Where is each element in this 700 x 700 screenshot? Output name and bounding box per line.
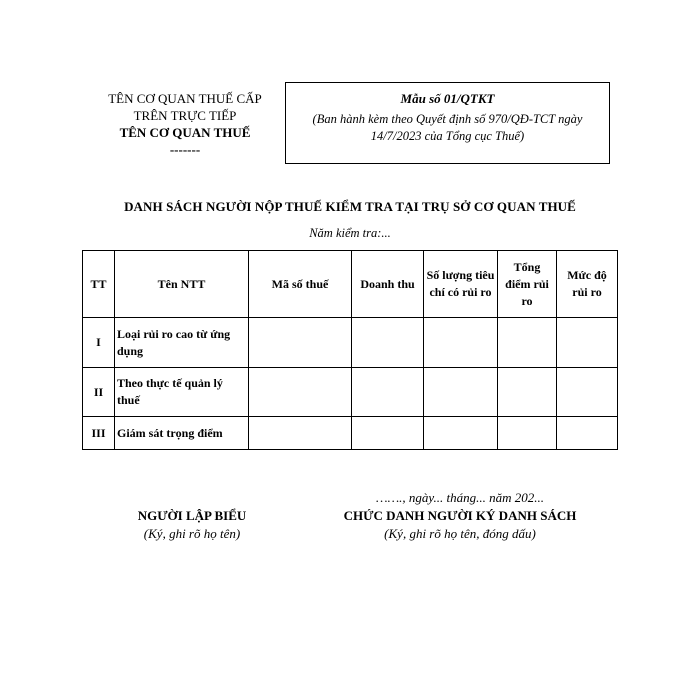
cell-revenue <box>352 368 424 417</box>
cell-total-score <box>498 318 557 368</box>
cell-tax-code <box>249 318 352 368</box>
cell-revenue <box>352 318 424 368</box>
document-title: DANH SÁCH NGƯỜI NỘP THUẾ KIỂM TRA TẠI TRỤ SỞ CƠ QUAN THUẾ <box>124 199 576 214</box>
cell-total-score <box>498 417 557 450</box>
cell-risk-level <box>557 417 618 450</box>
header-cell-total-score: Tổng điểm rủi ro <box>498 251 557 318</box>
header-cell-name: Tên NTT <box>115 251 249 318</box>
cell-criteria-count <box>424 318 498 368</box>
signer-note: (Ký, ghi rõ họ tên, đóng dấu) <box>384 526 536 541</box>
table-row <box>83 318 618 368</box>
signer-signature <box>320 489 600 543</box>
form-code: Mẫu số 01/QTKT <box>400 91 495 106</box>
inspection-year: Năm kiểm tra:... <box>309 226 391 240</box>
cell-total-score <box>498 368 557 417</box>
signer-title: CHỨC DANH NGƯỜI KÝ DANH SÁCH <box>343 508 577 523</box>
agency-divider: ------- <box>169 142 201 157</box>
preparer-signature <box>92 507 292 543</box>
date-line: ……., ngày... tháng... năm 202... <box>376 490 544 505</box>
form-note: (Ban hành kèm theo Quyết định số 970/QĐ-TCT ngày 14/7/2023 của Tổng cục Thuế) <box>312 112 583 143</box>
row-category: Giám sát trọng điểm <box>115 417 249 450</box>
header-cell-criteria-count: Số lượng tiêu chí có rủi ro <box>424 251 498 318</box>
row-number: II <box>83 368 115 417</box>
cell-tax-code <box>249 417 352 450</box>
taxpayer-table <box>82 250 618 450</box>
form-code-box <box>285 82 610 164</box>
agency-line-1: TÊN CƠ QUAN THUẾ CẤP <box>108 91 262 106</box>
agency-line-2: TRÊN TRỰC TIẾP <box>133 108 237 123</box>
cell-revenue <box>352 417 424 450</box>
cell-risk-level <box>557 368 618 417</box>
header-cell-tax-code: Mã số thuế <box>249 251 352 318</box>
preparer-title: NGƯỜI LẬP BIỂU <box>137 508 247 523</box>
row-category: Theo thực tế quản lý thuế <box>115 368 249 417</box>
agency-name: TÊN CƠ QUAN THUẾ <box>119 125 251 140</box>
header-cell-tt: TT <box>83 251 115 318</box>
table-row <box>83 368 618 417</box>
row-category: Loại rủi ro cao từ ứng dụng <box>115 318 249 368</box>
header-cell-revenue: Doanh thu <box>352 251 424 318</box>
header-cell-risk-level: Mức độ rủi ro <box>557 251 618 318</box>
cell-criteria-count <box>424 368 498 417</box>
cell-criteria-count <box>424 417 498 450</box>
preparer-note: (Ký, ghi rõ họ tên) <box>143 526 241 541</box>
tax-agency-header <box>85 90 285 158</box>
row-number: I <box>83 318 115 368</box>
cell-risk-level <box>557 318 618 368</box>
row-number: III <box>83 417 115 450</box>
table-row <box>83 417 618 450</box>
table-header-row <box>83 251 618 318</box>
cell-tax-code <box>249 368 352 417</box>
